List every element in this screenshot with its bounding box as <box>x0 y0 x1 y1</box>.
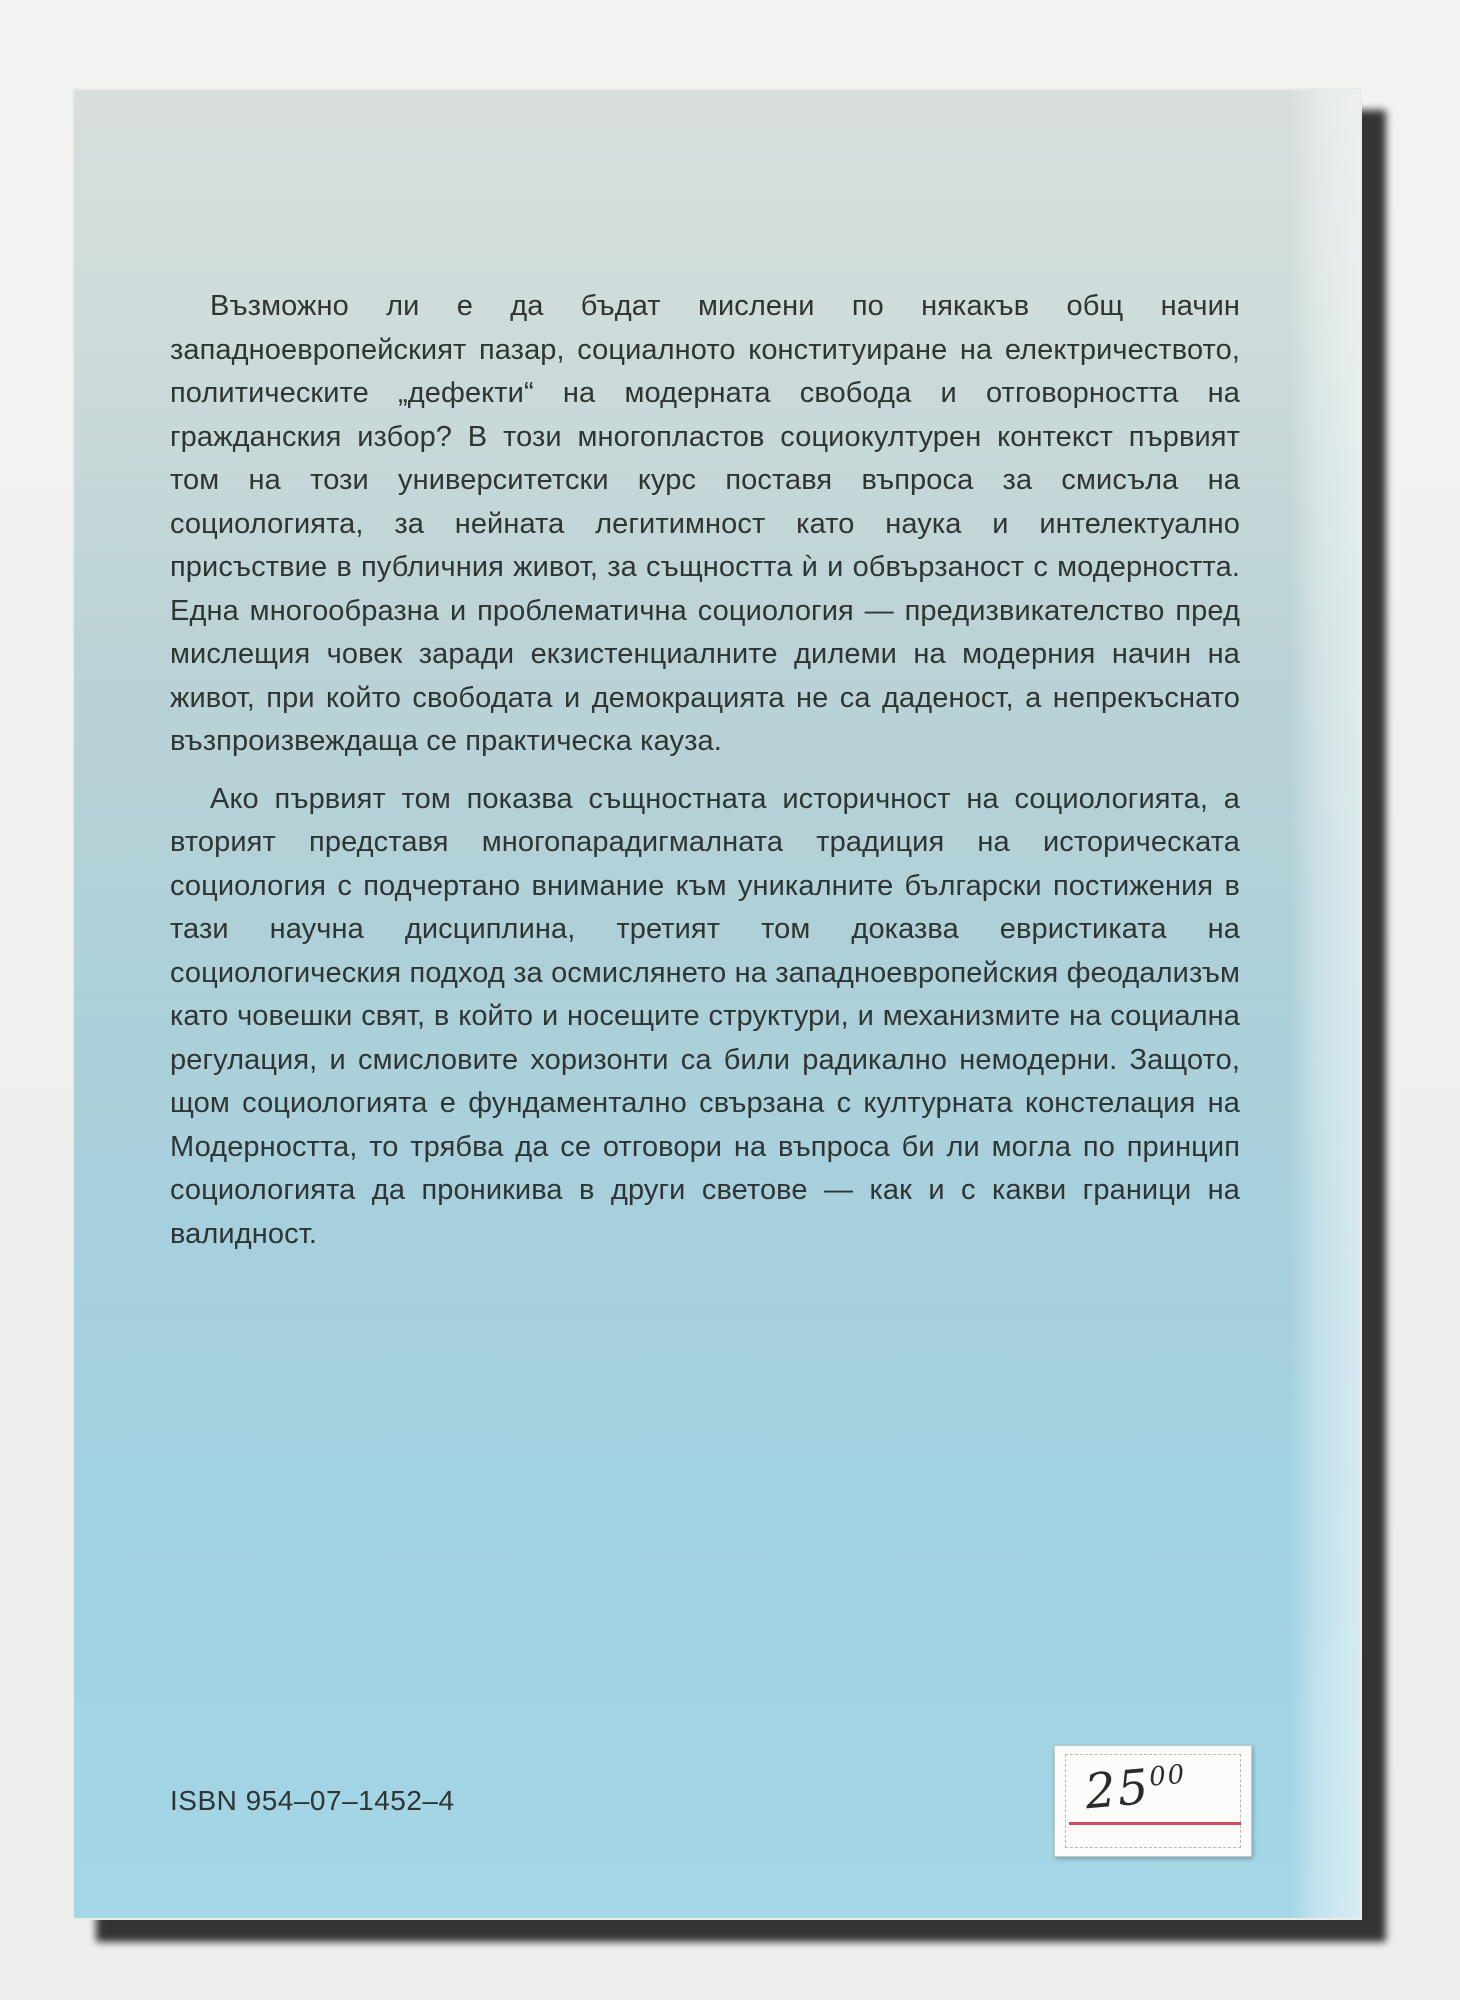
sticker-red-line <box>1069 1822 1241 1825</box>
price-main: 25 <box>1082 1758 1153 1821</box>
cover-blurb <box>170 285 1240 1270</box>
isbn-number: ISBN 954–07–1452–4 <box>170 1785 455 1816</box>
price-cents: 00 <box>1147 1759 1188 1793</box>
blurb-paragraph-2: Ако първият том показва същностната историчност на социологията, а вторият представя многопарадигмалната традиция на историческата социология с подчертано внимание към уникалните български постижения в тази научна дисциплина, третият том доказва евристиката на социологическия подход за осмислянето на западноевропейския феодализъм като човешки свят, в който и носещите структури, и механизмите на социална регулация, и смисловите хоризонти са били радикално немодерни. Защото, щом социологията е фундаментално свързана с културната констелация на Модерността, то трябва да се отговори на въпроса би ли могла по принцип социологията да проникива в други светове — как и с какви граници на валидност. <box>170 782 1240 1250</box>
handwritten-price <box>1083 1756 1190 1821</box>
book-back-cover <box>72 88 1362 1920</box>
blurb-paragraph-1: Възможно ли е да бъдат мислени по някакъв общ начин западноевропейският пазар, социалното конституиране на електричеството, политическите „дефекти“ на модерната свобода и отговорността на гражданския избор? В този многопластов социокултурен контекст първият том на този университетски курс поставя въпроса за смисъла на социологията, за нейната легитимност като наука и интелектуално присъствие в публичния живот, за същността ѝ и обвързаност с модерността. Една многообразна и проблематична социология — предизвикателство пред мислещия човек заради екзистенциалните дилеми на модерния начин на живот, при който свободата и демокрацията не са даденост, а непрекъснато възпроизвеждаща се практическа кауза. <box>170 290 1240 757</box>
price-sticker <box>1054 1745 1252 1857</box>
cover-edge-highlight <box>1290 90 1360 1918</box>
